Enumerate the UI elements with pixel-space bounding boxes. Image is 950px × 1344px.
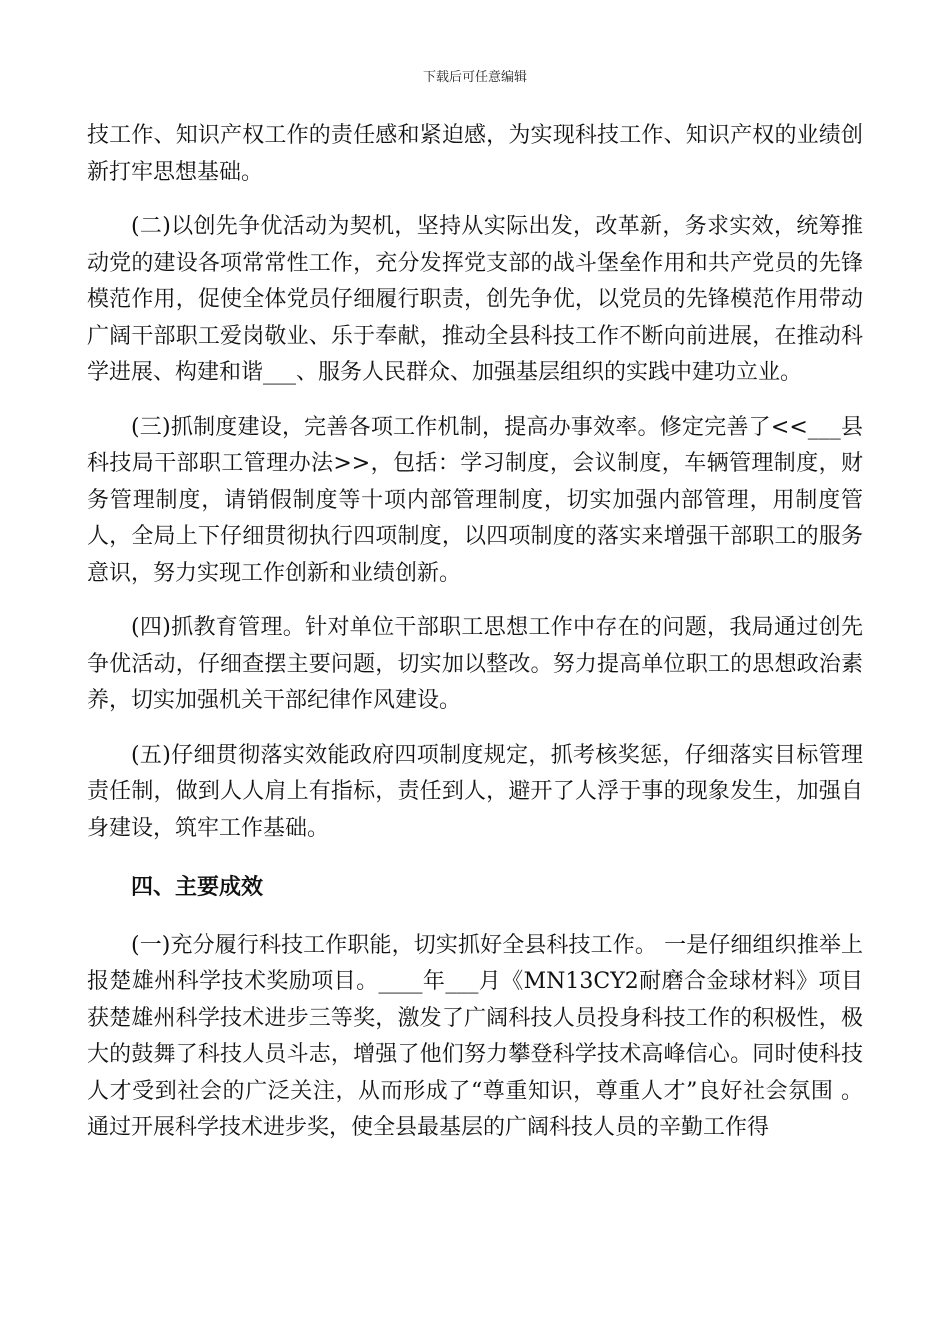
paragraph-item-5: (五)仔细贯彻落实效能政府四项制度规定，抓考核奖惩，仔细落实目标管理责任制，做到人人肩上有指标，责任到人，避开了人浮于事的现象发生，加强自身建设，筑牢工作基础。	[87, 742, 863, 841]
section-heading: 四、主要成效	[131, 874, 264, 900]
paragraph-item-3: (三)抓制度建设，完善各项工作机制，提高办事效率。修定完善了<<___县科技局干部职工管理办法>>，包括：学习制度，会议制度，车辆管理制度，财务管理制度，请销假制度等十项内部管理制度，切实加强内部管理，用制度管人，全局上下仔细贯彻执行四项制度，以四项制度的落实来增强干部职工的服务意识，努力实现工作创新和业绩创新。	[87, 414, 863, 586]
document-body	[87, 118, 863, 1165]
paragraph-continuation: 技工作、知识产权工作的责任感和紧迫感，为实现科技工作、知识产权的业绩创新打牢思想基础。	[87, 123, 863, 185]
paragraph-item-4: (四)抓教育管理。针对单位干部职工思想工作中存在的问题，我局通过创先争优活动，仔细查摆主要问题，切实加以整改。努力提高单位职工的思想政治素养，切实加强机关干部纪律作风建设。	[87, 615, 863, 713]
page-header: 下载后可任意编辑	[422, 70, 527, 85]
paragraph-results-1: (一)充分履行科技工作职能，切实抓好全县科技工作。 一是仔细组织推举上报楚雄州科学技术奖励项目。____年___月《MN13CY2耐磨合金球材料》项目获楚雄州科学技术进步三等奖，激发了广阔科技人员投身科技工作的积极性，极大的鼓舞了科技人员斗志，增强了他们努力攀登科学技术高峰信心。同时使科技人才受到社会的广泛关注，从而形成了“尊重知识，尊重人才”良好社会氛围 。通过开展科学技术进步奖，使全县最基层的广阔科技人员的辛勤工作得	[87, 932, 863, 1140]
paragraph-item-2: (二)以创先争优活动为契机，坚持从实际出发，改革新，务求实效，统筹推动党的建设各项常常性工作，充分发挥党支部的战斗堡垒作用和共产党员的先锋模范作用，促使全体党员仔细履行职责，创先争优，以党员的先锋模范作用带动广阔干部职工爱岗敬业、乐于奉献，推动全县科技工作不断向前进展，在推动科学进展、构建和谐___、服务人民群众、加强基层组织的实践中建功立业。	[87, 214, 863, 385]
